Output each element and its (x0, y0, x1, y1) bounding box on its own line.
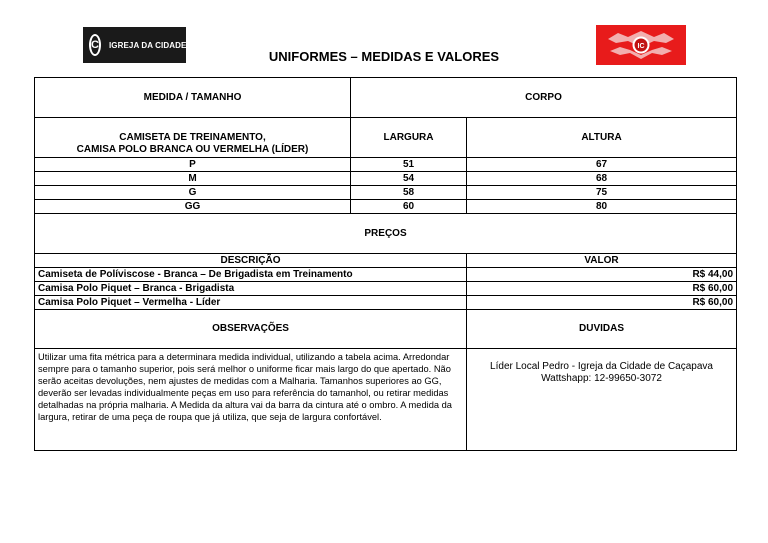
contact-leader: Líder Local Pedro - Igreja da Cidade de Caçapava (490, 361, 713, 372)
height-column-header: ALTURA (467, 118, 737, 158)
price-row (35, 296, 737, 310)
prices-heading: PREÇOS (35, 214, 737, 254)
product-line-1: CAMISETA DE TREINAMENTO, (119, 132, 266, 143)
uniform-table (34, 77, 737, 451)
contact-phone: Wattshapp: 12-99650-3072 (541, 373, 662, 384)
observations-heading: OBSERVAÇÕES (35, 310, 467, 349)
width-cell: 60 (351, 200, 467, 214)
height-cell: 80 (467, 200, 737, 214)
notes-header-row (35, 310, 737, 349)
size-cell: GG (35, 200, 351, 214)
height-cell: 75 (467, 186, 737, 200)
table-row (35, 158, 737, 172)
price-description: Camisa Polo Piquet – Branca - Brigadista (35, 282, 467, 296)
size-cell: M (35, 172, 351, 186)
width-cell: 51 (351, 158, 467, 172)
body-column-header: CORPO (351, 78, 737, 118)
table-header-row (35, 78, 737, 118)
price-description: Camisa Polo Piquet – Vermelha - Líder (35, 296, 467, 310)
observations-text: Utilizar uma fita métrica para a determinara medida individual, utilizando a tabela acima. Arredondar sempre para o tamanho superior, pois será melhor o uniforme ficar mais largo do que apertado. Não serão aceitas devoluções, nem ajustes de medidas com a Malharia. Tamanhos superiores ao GG, deverão ser levadas individualmente peças em uso para referência do tamanhol, ou retirar medidas detalhadas na própria malharia. A Medida da altura vai da barra da cintura até o ombro. A medida da largura, retirar de uma peça de roupa que já utiliza, que seja de largura confortável. (35, 349, 467, 451)
product-name-cell (35, 118, 351, 158)
price-row (35, 282, 737, 296)
table-row (35, 200, 737, 214)
width-cell: 58 (351, 186, 467, 200)
size-cell: P (35, 158, 351, 172)
product-header-row (35, 118, 737, 158)
prices-header-row (35, 254, 737, 268)
table-row (35, 186, 737, 200)
price-value: R$ 60,00 (467, 282, 737, 296)
price-row (35, 268, 737, 282)
contact-cell (467, 349, 737, 451)
price-value: R$ 44,00 (467, 268, 737, 282)
width-column-header: LARGURA (351, 118, 467, 158)
svg-text:IC: IC (637, 43, 645, 50)
height-cell: 68 (467, 172, 737, 186)
price-description: Camiseta de Políviscose - Branca – De Brigadista em Treinamento (35, 268, 467, 282)
church-emblem-icon: C (89, 34, 101, 56)
table-row (35, 172, 737, 186)
doubts-heading: DUVIDAS (467, 310, 737, 349)
notes-body-row (35, 349, 737, 451)
height-cell: 67 (467, 158, 737, 172)
width-cell: 54 (351, 172, 467, 186)
page-title: UNIFORMES – MEDIDAS E VALORES (268, 49, 500, 64)
product-line-2: CAMISA POLO BRANCA OU VERMELHA (LÍDER) (76, 144, 309, 155)
price-value: R$ 60,00 (467, 296, 737, 310)
church-logo-text: IGREJA DA CIDADE (108, 40, 187, 50)
value-column-header: VALOR (467, 254, 737, 268)
description-column-header: DESCRIÇÃO (35, 254, 467, 268)
prices-heading-row (35, 214, 737, 254)
size-cell: G (35, 186, 351, 200)
size-column-header: MEDIDA / TAMANHO (35, 78, 351, 118)
